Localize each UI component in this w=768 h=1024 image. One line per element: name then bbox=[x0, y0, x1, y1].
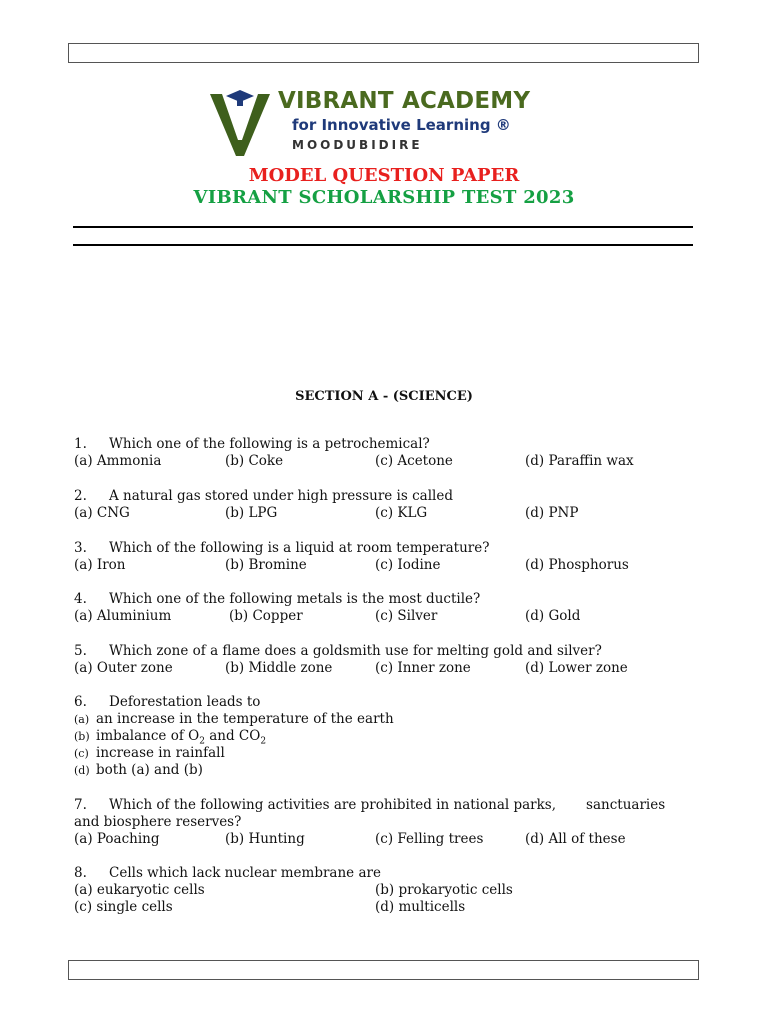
option-b: (b) Bromine bbox=[225, 557, 307, 573]
option-b: (b) Middle zone bbox=[225, 660, 333, 676]
question-number: 8. bbox=[74, 865, 87, 881]
option-c: (c) Inner zone bbox=[375, 660, 471, 676]
question-number: 4. bbox=[74, 591, 87, 607]
logo-name: VIBRANT ACADEMY bbox=[278, 88, 531, 114]
option-label: (b) bbox=[74, 730, 90, 743]
option-text: increase in rainfall bbox=[96, 745, 225, 761]
question-text: Deforestation leads to bbox=[109, 694, 261, 710]
header-frame bbox=[68, 43, 699, 63]
question-text: Which of the following is a liquid at room temperature? bbox=[109, 540, 490, 556]
option-text: both (a) and (b) bbox=[96, 762, 203, 778]
vibrant-academy-logo bbox=[208, 88, 531, 158]
question-number: 6. bbox=[74, 694, 87, 710]
question-6 bbox=[74, 694, 694, 779]
divider-line bbox=[73, 244, 693, 246]
option-label: (d) bbox=[74, 764, 90, 777]
option-b: (b) Copper bbox=[229, 608, 303, 624]
question-8 bbox=[74, 865, 694, 916]
question-text: Cells which lack nuclear membrane are bbox=[109, 865, 381, 881]
option-b: (b) Coke bbox=[225, 453, 284, 469]
question-text: Which one of the following is a petrochemical? bbox=[109, 436, 430, 452]
question-text: Which of the following activities are prohibited in national parks, sanctuaries bbox=[109, 797, 666, 813]
option-a: (a) Iron bbox=[74, 557, 126, 573]
option-d: (d) Lower zone bbox=[525, 660, 628, 676]
option-c: (c) Felling trees bbox=[375, 831, 484, 847]
option-c bbox=[74, 745, 694, 762]
option-a: (a) Ammonia bbox=[74, 453, 162, 469]
option-b bbox=[74, 728, 694, 745]
option-a: (a) Poaching bbox=[74, 831, 160, 847]
question-4 bbox=[74, 591, 694, 625]
option-a: (a) Aluminium bbox=[74, 608, 172, 624]
question-text: Which one of the following metals is the most ductile? bbox=[109, 591, 481, 607]
option-c: (c) Silver bbox=[375, 608, 438, 624]
option-label: (c) bbox=[74, 747, 89, 760]
divider-line bbox=[73, 226, 693, 228]
logo-location: MOODUBIDIRE bbox=[292, 138, 423, 152]
option-b: (b) Hunting bbox=[225, 831, 305, 847]
logo-tagline: for Innovative Learning ® bbox=[292, 116, 511, 134]
question-number: 2. bbox=[74, 488, 87, 504]
option-c: (c) single cells bbox=[74, 899, 173, 915]
logo-emblem-icon bbox=[208, 88, 272, 158]
question-7 bbox=[74, 797, 694, 848]
option-label: (a) bbox=[74, 713, 90, 726]
option-d: (d) All of these bbox=[525, 831, 626, 847]
footer-frame bbox=[68, 960, 699, 980]
option-d: (d) multicells bbox=[375, 899, 466, 915]
paper-title: MODEL QUESTION PAPER bbox=[248, 165, 520, 186]
question-number: 7. bbox=[74, 797, 87, 813]
option-d: (d) Paraffin wax bbox=[525, 453, 634, 469]
question-number: 1. bbox=[74, 436, 87, 452]
option-d: (d) Gold bbox=[525, 608, 581, 624]
option-c: (c) Iodine bbox=[375, 557, 441, 573]
option-a bbox=[74, 711, 694, 728]
option-a: (a) CNG bbox=[74, 505, 130, 521]
question-3 bbox=[74, 540, 694, 574]
question-5 bbox=[74, 643, 694, 677]
option-text: an increase in the temperature of the earth bbox=[96, 711, 394, 727]
option-b: (b) LPG bbox=[225, 505, 278, 521]
option-d: (d) Phosphorus bbox=[525, 557, 629, 573]
option-c: (c) Acetone bbox=[375, 453, 453, 469]
option-c: (c) KLG bbox=[375, 505, 428, 521]
option-d: (d) PNP bbox=[525, 505, 579, 521]
question-2 bbox=[74, 488, 694, 522]
option-a: (a) Outer zone bbox=[74, 660, 173, 676]
section-heading: SECTION A - (SCIENCE) bbox=[295, 389, 473, 404]
question-number: 5. bbox=[74, 643, 87, 659]
question-text-continued: and biosphere reserves? bbox=[74, 814, 242, 830]
option-a: (a) eukaryotic cells bbox=[74, 882, 205, 898]
option-d bbox=[74, 762, 694, 779]
question-number: 3. bbox=[74, 540, 87, 556]
option-text-formula: imbalance of $O_2$ and $CO_2$ bbox=[96, 728, 267, 747]
question-text: A natural gas stored under high pressure is called bbox=[109, 488, 453, 504]
question-1 bbox=[74, 436, 694, 470]
test-title: VIBRANT SCHOLARSHIP TEST 2023 bbox=[193, 187, 575, 208]
option-b: (b) prokaryotic cells bbox=[375, 882, 513, 898]
question-text: Which zone of a flame does a goldsmith use for melting gold and silver? bbox=[109, 643, 602, 659]
